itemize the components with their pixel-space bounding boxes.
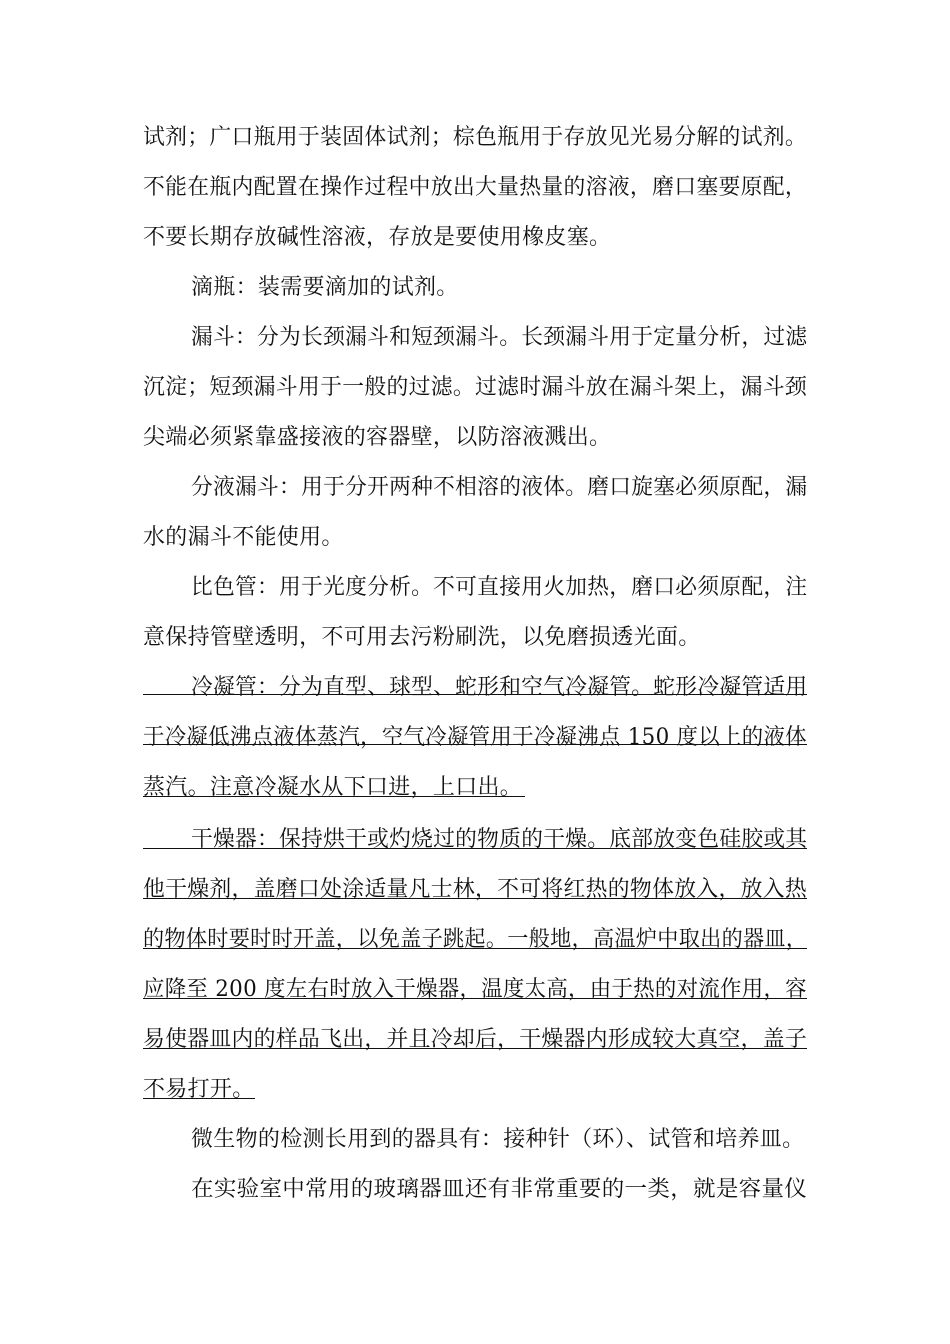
text-line: 他干燥剂，盖磨口处涂适量凡士林，不可将红热的物体放入，放入热 [143, 877, 808, 902]
text-line: 漏斗：分为长颈漏斗和短颈漏斗。长颈漏斗用于定量分析，过滤 [191, 325, 808, 350]
underline-rule [143, 1048, 807, 1049]
text-line: 不易打开。 [143, 1077, 255, 1102]
text-line: 在实验室中常用的玻璃器皿还有非常重要的一类，就是容量仪 [191, 1177, 808, 1202]
text-line: 易使器皿内的样品飞出，并且冷却后，干燥器内形成较大真空，盖子 [143, 1027, 808, 1052]
underline-rule [143, 796, 525, 797]
text-line: 的物体时要时时开盖，以免盖子跳起。一般地，高温炉中取出的器皿， [143, 927, 808, 952]
text-line: 蒸汽。注意冷凝水从下口进，上口出。 [143, 775, 523, 800]
text-line: 微生物的检测长用到的器具有：接种针（环）、试管和培养皿。 [191, 1127, 805, 1152]
text-line: 冷凝管：分为直型、球型、蛇形和空气冷凝管。蛇形冷凝管适用 [191, 675, 808, 700]
text-line: 应降至 200 度左右时放入干燥器，温度太高，由于热的对流作用，容 [143, 977, 807, 1002]
text-line: 不要长期存放碱性溶液，存放是要使用橡皮塞。 [143, 225, 612, 250]
text-line: 意保持管壁透明，不可用去污粉刷洗，以免磨损透光面。 [143, 625, 701, 650]
text-line: 沉淀；短颈漏斗用于一般的过滤。过滤时漏斗放在漏斗架上，漏斗颈 [143, 375, 808, 400]
text-line: 滴瓶：装需要滴加的试剂。 [191, 275, 459, 300]
underline-rule [143, 948, 807, 949]
text-line: 试剂；广口瓶用于装固体试剂；棕色瓶用于存放见光易分解的试剂。 [143, 125, 808, 150]
text-line: 比色管：用于光度分析。不可直接用火加热，磨口必须原配，注 [191, 575, 808, 600]
underline-rule [143, 744, 807, 745]
text-line: 干燥器：保持烘干或灼烧过的物质的干燥。底部放变色硅胶或其 [191, 827, 808, 852]
underline-rule [143, 1098, 255, 1099]
underline-rule [143, 898, 807, 899]
underline-rule [143, 998, 807, 999]
underline-rule [143, 694, 807, 695]
underline-rule [143, 848, 807, 849]
text-line: 尖端必须紧靠盛接液的容器壁，以防溶液溅出。 [143, 425, 612, 450]
text-line: 不能在瓶内配置在操作过程中放出大量热量的溶液，磨口塞要原配， [143, 175, 808, 200]
text-line: 水的漏斗不能使用。 [143, 525, 344, 550]
text-line: 于冷凝低沸点液体蒸汽，空气冷凝管用于冷凝沸点 150 度以上的液体 [143, 725, 807, 750]
text-line: 分液漏斗：用于分开两种不相溶的液体。磨口旋塞必须原配，漏 [191, 475, 808, 500]
